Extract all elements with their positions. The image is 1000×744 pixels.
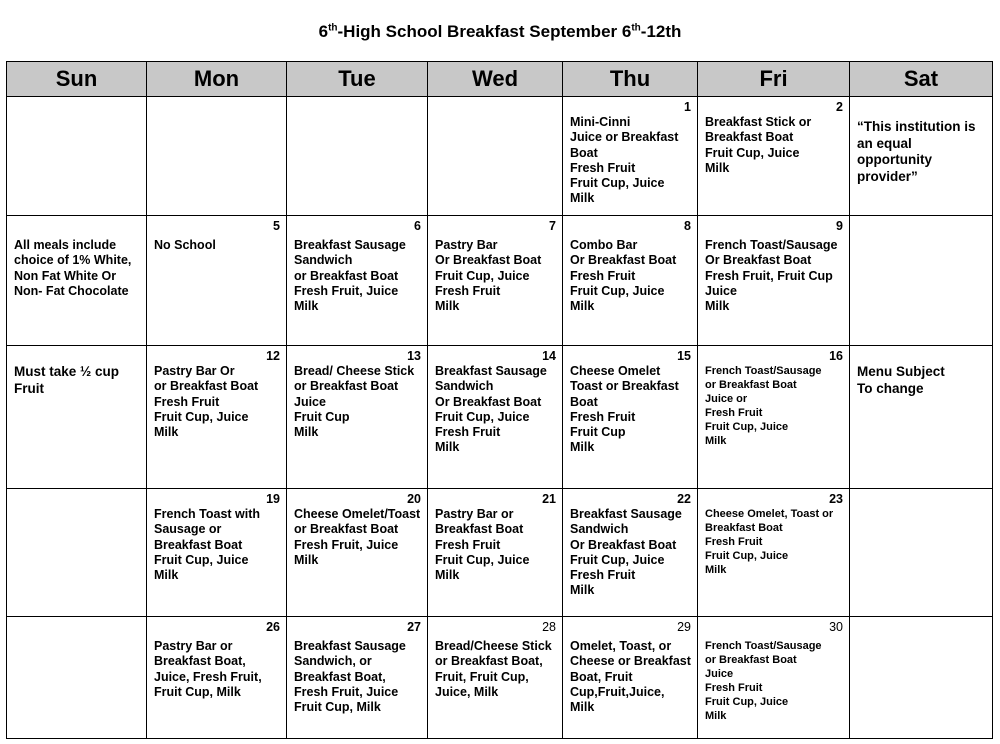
day-number: 13 bbox=[407, 349, 421, 363]
day-number: 23 bbox=[829, 492, 843, 506]
day-number: 6 bbox=[414, 219, 421, 233]
day-number: 28 bbox=[542, 620, 556, 634]
day-cell bbox=[563, 617, 698, 739]
header-mon: Mon bbox=[147, 62, 287, 97]
day-cell bbox=[850, 346, 993, 489]
day-cell bbox=[287, 346, 428, 489]
day-cell bbox=[850, 489, 993, 617]
day-cell bbox=[147, 489, 287, 617]
notice-text: “This institution is an equal opportunity provider” bbox=[857, 119, 976, 184]
menu-text: French Toast with Sausage or Breakfast Boat Fruit Cup, Juice Milk bbox=[154, 507, 261, 583]
day-cell bbox=[563, 489, 698, 617]
day-cell bbox=[698, 617, 850, 739]
day-number: 26 bbox=[266, 620, 280, 634]
day-number: 2 bbox=[836, 100, 843, 114]
day-cell bbox=[147, 216, 287, 346]
day-cell bbox=[287, 617, 428, 739]
day-cell bbox=[428, 216, 563, 346]
day-cell bbox=[850, 617, 993, 739]
header-sat: Sat bbox=[850, 62, 993, 97]
menu-text: Bread/ Cheese Stick or Breakfast Boat Juice Fruit Cup Milk bbox=[294, 364, 415, 440]
menu-text: Pastry Bar Or or Breakfast Boat Fresh Fruit Fruit Cup, Juice Milk bbox=[154, 364, 259, 440]
menu-text: Cheese Omelet, Toast or Breakfast Boat Fresh Fruit Fruit Cup, Juice Milk bbox=[705, 508, 834, 576]
day-cell bbox=[287, 216, 428, 346]
day-cell bbox=[7, 97, 147, 216]
menu-text: Cheese Omelet/Toast or Breakfast Boat Fresh Fruit, Juice Milk bbox=[294, 507, 421, 567]
day-number: 19 bbox=[266, 492, 280, 506]
day-number: 9 bbox=[836, 219, 843, 233]
day-number: 30 bbox=[829, 620, 843, 634]
week-row bbox=[7, 216, 993, 346]
day-number: 21 bbox=[542, 492, 556, 506]
day-cell bbox=[698, 216, 850, 346]
day-cell bbox=[428, 97, 563, 216]
day-cell bbox=[428, 617, 563, 739]
header-row bbox=[7, 62, 993, 97]
menu-text: Omelet, Toast, or Cheese or Breakfast Boat, Fruit Cup,Fruit,Juice, Milk bbox=[570, 639, 691, 715]
day-cell bbox=[147, 346, 287, 489]
menu-text: Pastry Bar or Breakfast Boat Fresh Fruit Fruit Cup, Juice Milk bbox=[435, 507, 530, 583]
menu-text: Breakfast Sausage Sandwich Or Breakfast Boat Fruit Cup, Juice Fresh Fruit Milk bbox=[570, 507, 682, 598]
calendar-table bbox=[6, 61, 993, 739]
menu-text: Breakfast Sausage Sandwich or Breakfast Boat Fresh Fruit, Juice Milk bbox=[294, 238, 406, 314]
week-row bbox=[7, 346, 993, 489]
day-cell bbox=[698, 489, 850, 617]
week-row bbox=[7, 489, 993, 617]
menu-text: Pastry Bar or Breakfast Boat, Juice, Fresh Fruit, Fruit Cup, Milk bbox=[154, 639, 262, 699]
header-thu: Thu bbox=[563, 62, 698, 97]
header-fri: Fri bbox=[698, 62, 850, 97]
header-wed: Wed bbox=[428, 62, 563, 97]
day-cell bbox=[428, 346, 563, 489]
day-cell bbox=[428, 489, 563, 617]
day-number: 1 bbox=[684, 100, 691, 114]
day-cell bbox=[7, 489, 147, 617]
day-cell bbox=[147, 97, 287, 216]
day-number: 16 bbox=[829, 349, 843, 363]
header-tue: Tue bbox=[287, 62, 428, 97]
day-cell bbox=[7, 617, 147, 739]
day-cell bbox=[698, 346, 850, 489]
day-cell bbox=[563, 346, 698, 489]
day-number: 15 bbox=[677, 349, 691, 363]
day-cell bbox=[563, 97, 698, 216]
menu-text: Mini-Cinni Juice or Breakfast Boat Fresh Fruit Fruit Cup, Juice Milk bbox=[570, 115, 679, 206]
day-number: 22 bbox=[677, 492, 691, 506]
day-number: 8 bbox=[684, 219, 691, 233]
day-cell bbox=[563, 216, 698, 346]
menu-text: Bread/Cheese Stick or Breakfast Boat, Fruit, Fruit Cup, Juice, Milk bbox=[435, 639, 552, 699]
day-cell bbox=[287, 489, 428, 617]
day-number: 12 bbox=[266, 349, 280, 363]
menu-text: French Toast/Sausage or Breakfast Boat Juice or Fresh Fruit Fruit Cup, Juice Milk bbox=[705, 365, 822, 447]
day-number: 27 bbox=[407, 620, 421, 634]
menu-text: French Toast/Sausage or Breakfast Boat Juice Fresh Fruit Fruit Cup, Juice Milk bbox=[705, 640, 822, 722]
day-cell bbox=[698, 97, 850, 216]
day-number: 14 bbox=[542, 349, 556, 363]
menu-text: Cheese Omelet Toast or Breakfast Boat Fresh Fruit Fruit Cup Milk bbox=[570, 364, 679, 455]
day-cell bbox=[7, 216, 147, 346]
menu-text: French Toast/Sausage Or Breakfast Boat Fresh Fruit, Fruit Cup Juice Milk bbox=[705, 238, 838, 314]
menu-text: Breakfast Sausage Sandwich Or Breakfast Boat Fruit Cup, Juice Fresh Fruit Milk bbox=[435, 364, 547, 455]
day-cell bbox=[7, 346, 147, 489]
day-cell bbox=[850, 97, 993, 216]
week-row bbox=[7, 617, 993, 739]
day-cell bbox=[850, 216, 993, 346]
week-row bbox=[7, 97, 993, 216]
menu-text: No School bbox=[154, 238, 216, 252]
day-number: 5 bbox=[273, 219, 280, 233]
day-cell bbox=[287, 97, 428, 216]
day-number: 20 bbox=[407, 492, 421, 506]
day-number: 7 bbox=[549, 219, 556, 233]
menu-text: Breakfast Sausage Sandwich, or Breakfast Boat, Fresh Fruit, Juice Fruit Cup, Milk bbox=[294, 639, 406, 715]
note-text: All meals include choice of 1% White, Non Fat White Or Non- Fat Chocolate bbox=[14, 238, 132, 298]
menu-text: Breakfast Stick or Breakfast Boat Fruit Cup, Juice Milk bbox=[705, 115, 812, 175]
menu-text: Pastry Bar Or Breakfast Boat Fruit Cup, Juice Fresh Fruit Milk bbox=[435, 238, 542, 314]
day-number: 29 bbox=[677, 620, 691, 634]
note-text: Must take ½ cup Fruit bbox=[14, 364, 120, 396]
menu-text: Combo Bar Or Breakfast Boat Fresh Fruit Fruit Cup, Juice Milk bbox=[570, 238, 677, 314]
notice-text: Menu Subject To change bbox=[857, 364, 945, 396]
header-sun: Sun bbox=[7, 62, 147, 97]
day-cell bbox=[147, 617, 287, 739]
page-title: 6th-High School Breakfast September 6th-12th bbox=[318, 22, 682, 41]
